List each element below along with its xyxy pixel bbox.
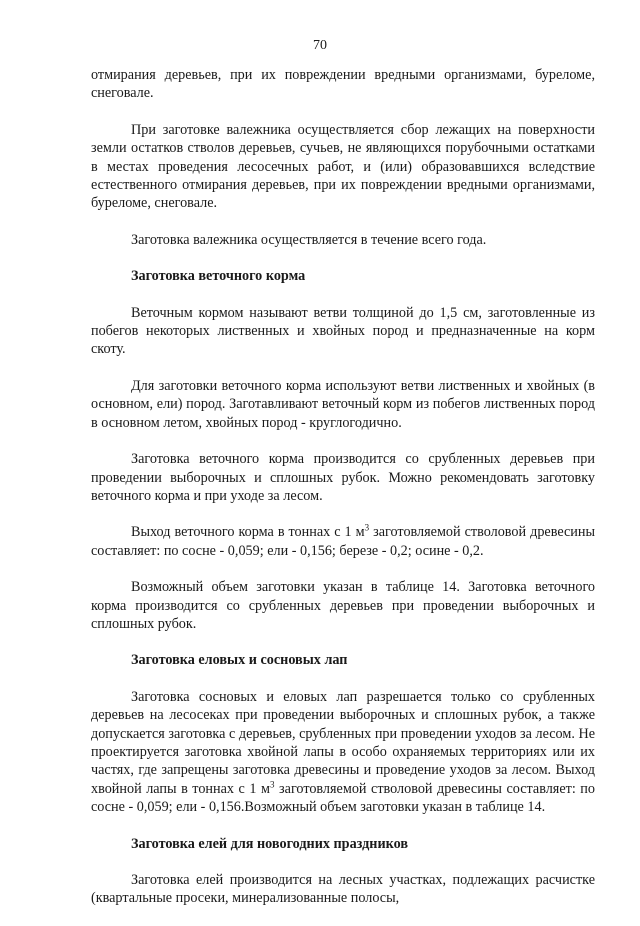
section-heading: Заготовка елей для новогодних праздников [131, 835, 409, 852]
paragraph-text: Выход веточного корма в тоннах с 1 м [131, 524, 365, 541]
paragraph: Заготовка елей производится на лесных участках, подлежащих расчистке (квартальные просеки, минерализованные полосы, [91, 872, 595, 907]
document-body [91, 66, 595, 926]
superscript: 3 [270, 779, 275, 790]
paragraph-text: заготовляемой стволовой древесины составляет: по сосне - 0,059; ели - 0,156; березе - 0,2; осине - 0,2. [91, 524, 595, 559]
section-heading: Заготовка веточного корма [131, 268, 306, 285]
superscript: 3 [364, 522, 370, 533]
paragraph-text: Заготовка сосновых и еловых лап разрешается только со срубленных деревьев на лесосеках при проведении выборочных и сплошных рубок, а также допускается заготовка с деревьев, срубленных при проведении уходов за лесом. Не проектируется заготовка хвойной лапы в особо охраняемых территориях или их частях, где запрещены заготовка древесины и проведение уходов за лесом. Выход хвойной лапы в тоннах с 1 м [91, 688, 595, 797]
paragraph-text: заготовляемой стволовой древесины составляет: по сосне - 0,059; ели - 0,156.Возможный объем заготовки указан в таблице 14. [91, 780, 595, 816]
paragraph: Заготовка веточного корма производится со срубленных деревьев при проведении выборочных и сплошных рубок. Можно рекомендовать заготовку веточного корма и при уходе за лесом. [91, 451, 595, 504]
paragraph: При заготовке валежника осуществляется сбор лежащих на поверхности земли остатков стволов деревьев, сучьев, не являющихся порубочными остатками в местах проведения лесосечных работ, и (или) образовавшихся вследствие естественного отмирания деревьев, при их повреждении вредными организмами, буреломе, снеговале. [91, 121, 595, 212]
paragraph [91, 523, 595, 560]
paragraph: Заготовка валежника осуществляется в течение всего года. [131, 231, 487, 248]
page-number: 70 [313, 38, 327, 53]
section-heading: Заготовка еловых и сосновых лап [131, 652, 348, 669]
paragraph: отмирания деревьев, при их повреждении вредными организмами, буреломе, снеговале. [91, 67, 595, 102]
paragraph: Веточным кормом называют ветви толщиной до 1,5 см, заготовленные из побегов некоторых лиственных и хвойных пород и предназначенные на корм скоту. [91, 304, 595, 358]
paragraph: Возможный объем заготовки указан в таблице 14. Заготовка веточного корма производится со срубленных деревьев при проведении выборочных и сплошных рубок. [91, 579, 595, 632]
paragraph: Для заготовки веточного корма используют ветви лиственных и хвойных (в основном, ели) пород. Заготавливают веточный корм из побегов лиственных пород в основном летом, хвойных пород - круглогодично. [91, 377, 595, 431]
paragraph [91, 688, 595, 817]
